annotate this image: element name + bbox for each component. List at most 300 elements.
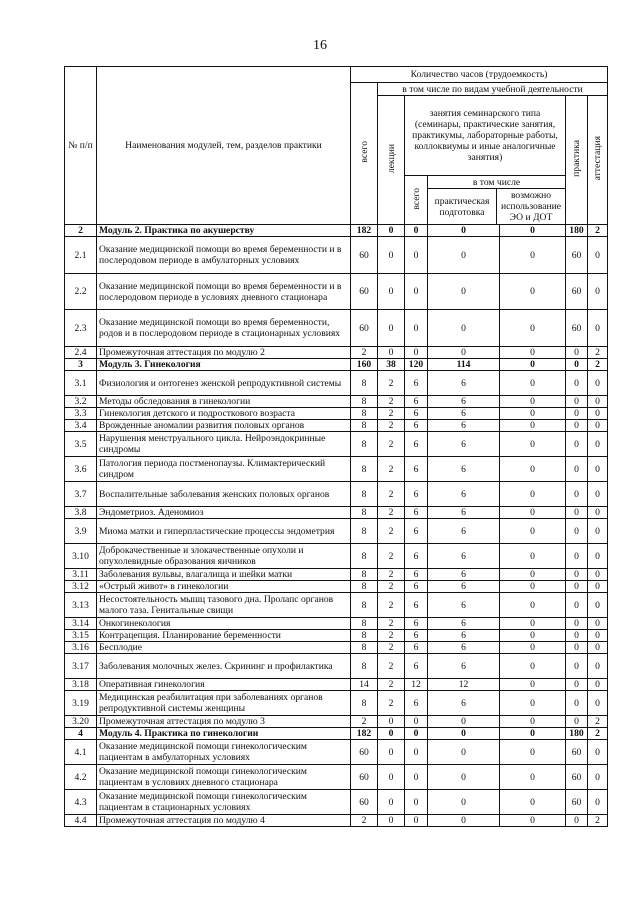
row-num: 3.10: [65, 544, 97, 569]
row-practice: 0: [566, 519, 588, 544]
row-name: Несостоятельность мышц тазового дна. Пролапс органов малого таза. Генитальные свищи: [97, 593, 351, 618]
row-seminar-total: 6: [405, 408, 428, 420]
row-eo-dot: 0: [500, 420, 566, 432]
header-name: Наименования модулей, тем, разделов практики: [97, 67, 351, 225]
row-lectures: 2: [378, 482, 405, 507]
row-total: 8: [351, 507, 378, 519]
row-name: Контрацепция. Планирование беременности: [97, 630, 351, 642]
row-eo-dot: 0: [500, 740, 566, 765]
table-row: [65, 815, 608, 827]
row-practical-prep: 0: [428, 716, 500, 728]
row-total: 8: [351, 593, 378, 618]
row-total: 8: [351, 519, 378, 544]
row-name: Модуль 4. Практика по гинекологии: [97, 728, 351, 740]
header-prac-prep: практическая подготовка: [428, 189, 497, 225]
header-lectures-cell: [378, 96, 405, 225]
row-num: 2.1: [65, 237, 97, 274]
row-total: 182: [351, 728, 378, 740]
row-seminar-total: 0: [405, 274, 428, 310]
row-name: Миома матки и гиперпластические процессы эндометрия: [97, 519, 351, 544]
header-num: № п/п: [65, 67, 97, 225]
row-total: 8: [351, 618, 378, 630]
row-lectures: 0: [378, 716, 405, 728]
row-eo-dot: 0: [500, 225, 566, 237]
row-seminar-total: 6: [405, 371, 428, 396]
header-row-1: [65, 67, 608, 83]
row-practical-prep: 0: [428, 790, 500, 815]
row-practice: 0: [566, 581, 588, 593]
row-practical-prep: 6: [428, 420, 500, 432]
row-practice: 180: [566, 728, 588, 740]
row-attestation: 0: [588, 642, 608, 654]
table-row: [65, 408, 608, 420]
row-attestation: 0: [588, 274, 608, 310]
row-name: Оказание медицинской помощи во время беременности и в послеродовом периоде в условиях дневного стационара: [97, 274, 351, 310]
row-eo-dot: 0: [500, 359, 566, 371]
row-total: 8: [351, 371, 378, 396]
module-row: [65, 728, 608, 740]
row-lectures: 2: [378, 642, 405, 654]
row-name: Патология периода постменопаузы. Климактерический синдром: [97, 457, 351, 482]
row-eo-dot: 0: [500, 396, 566, 408]
row-attestation: 0: [588, 432, 608, 457]
row-practice: 0: [566, 815, 588, 827]
row-lectures: 2: [378, 519, 405, 544]
row-num: 3.18: [65, 679, 97, 691]
row-practice: 0: [566, 654, 588, 679]
row-total: 182: [351, 225, 378, 237]
row-attestation: 0: [588, 593, 608, 618]
row-attestation: 2: [588, 728, 608, 740]
table-row: [65, 274, 608, 310]
row-total: 60: [351, 765, 378, 790]
row-lectures: 2: [378, 396, 405, 408]
table-row: [65, 765, 608, 790]
table-row: [65, 630, 608, 642]
row-seminar-total: 6: [405, 420, 428, 432]
row-name: Воспалительные заболевания женских половых органов: [97, 482, 351, 507]
row-practical-prep: 114: [428, 359, 500, 371]
row-practical-prep: 0: [428, 310, 500, 347]
row-seminar-total: 0: [405, 310, 428, 347]
row-num: 3.9: [65, 519, 97, 544]
row-total: 2: [351, 716, 378, 728]
row-attestation: 0: [588, 408, 608, 420]
row-eo-dot: 0: [500, 432, 566, 457]
row-lectures: 2: [378, 679, 405, 691]
header-seminar: занятия семинарского типа (семинары, практические занятия, практикумы, лабораторные работы, коллоквиумы и иные аналогичные занятия): [405, 96, 566, 176]
table-row: [65, 396, 608, 408]
row-practical-prep: 0: [428, 815, 500, 827]
row-seminar-total: 0: [405, 815, 428, 827]
row-seminar-total: 0: [405, 790, 428, 815]
row-practical-prep: 6: [428, 507, 500, 519]
row-eo-dot: 0: [500, 408, 566, 420]
row-attestation: 0: [588, 310, 608, 347]
row-practice: 0: [566, 359, 588, 371]
row-attestation: 2: [588, 815, 608, 827]
page-number: 16: [313, 38, 327, 53]
row-total: 14: [351, 679, 378, 691]
row-total: 60: [351, 310, 378, 347]
row-eo-dot: 0: [500, 581, 566, 593]
table-row: [65, 716, 608, 728]
row-attestation: 0: [588, 420, 608, 432]
row-lectures: 2: [378, 569, 405, 581]
row-practical-prep: 6: [428, 618, 500, 630]
row-lectures: 0: [378, 237, 405, 274]
header-total: всего: [358, 141, 370, 163]
row-name: Оказание медицинской помощи гинекологическим пациентам в амбулаторных условиях: [97, 740, 351, 765]
row-eo-dot: 0: [500, 790, 566, 815]
row-lectures: 2: [378, 420, 405, 432]
row-seminar-total: 0: [405, 237, 428, 274]
row-practice: 0: [566, 408, 588, 420]
row-practical-prep: 6: [428, 642, 500, 654]
row-practice: 180: [566, 225, 588, 237]
row-practical-prep: 6: [428, 691, 500, 716]
row-seminar-total: 0: [405, 728, 428, 740]
row-num: 3.3: [65, 408, 97, 420]
row-seminar-total: 6: [405, 432, 428, 457]
row-practice: 0: [566, 457, 588, 482]
row-num: 2.2: [65, 274, 97, 310]
row-eo-dot: 0: [500, 630, 566, 642]
header-hours: Количество часов (трудоемкость): [351, 67, 608, 83]
row-lectures: 2: [378, 507, 405, 519]
row-total: 8: [351, 420, 378, 432]
row-seminar-total: 0: [405, 716, 428, 728]
row-eo-dot: 0: [500, 371, 566, 396]
row-attestation: 0: [588, 544, 608, 569]
row-num: 4.4: [65, 815, 97, 827]
row-seminar-total: 6: [405, 396, 428, 408]
table-body: [65, 67, 608, 827]
row-lectures: 2: [378, 408, 405, 420]
row-total: 8: [351, 691, 378, 716]
row-name: Онкогинекология: [97, 618, 351, 630]
table-row: [65, 371, 608, 396]
row-name: Доброкачественные и злокачественные опухоли и опухолевидные образования яичников: [97, 544, 351, 569]
row-num: 3.4: [65, 420, 97, 432]
row-practice: 0: [566, 618, 588, 630]
row-num: 3.15: [65, 630, 97, 642]
row-practical-prep: 0: [428, 225, 500, 237]
row-num: 3.16: [65, 642, 97, 654]
row-eo-dot: 0: [500, 593, 566, 618]
row-attestation: 0: [588, 482, 608, 507]
row-attestation: 2: [588, 347, 608, 359]
row-practice: 0: [566, 432, 588, 457]
row-name: Оказание медицинской помощи во время беременности и в послеродовом периоде в амбулаторных условиях: [97, 237, 351, 274]
row-lectures: 0: [378, 274, 405, 310]
curriculum-table: [64, 66, 608, 827]
row-total: 8: [351, 581, 378, 593]
row-practice: 0: [566, 544, 588, 569]
row-lectures: 0: [378, 740, 405, 765]
row-name: «Острый живот» в гинекологии: [97, 581, 351, 593]
header-lectures: лекции: [385, 143, 397, 174]
row-eo-dot: 0: [500, 310, 566, 347]
row-lectures: 2: [378, 371, 405, 396]
table-row: [65, 569, 608, 581]
row-lectures: 0: [378, 728, 405, 740]
row-practical-prep: 0: [428, 728, 500, 740]
header-attestation: аттестация: [592, 136, 604, 181]
row-seminar-total: 6: [405, 642, 428, 654]
row-num: 4: [65, 728, 97, 740]
row-practice: 0: [566, 347, 588, 359]
row-seminar-total: 6: [405, 519, 428, 544]
row-num: 3.7: [65, 482, 97, 507]
row-seminar-total: 0: [405, 225, 428, 237]
row-name: Оказание медицинской помощи гинекологическим пациентам в условиях дневного стационара: [97, 765, 351, 790]
row-seminar-total: 6: [405, 507, 428, 519]
row-practice: 60: [566, 790, 588, 815]
header-total-cell: [351, 83, 378, 225]
row-practical-prep: 6: [428, 482, 500, 507]
header-seminar-total: всего: [410, 187, 422, 210]
row-attestation: 0: [588, 679, 608, 691]
row-name: Модуль 3. Гинекология: [97, 359, 351, 371]
row-practical-prep: 6: [428, 581, 500, 593]
module-row: [65, 359, 608, 371]
row-total: 60: [351, 237, 378, 274]
row-num: 3.20: [65, 716, 97, 728]
row-practice: 0: [566, 642, 588, 654]
row-name: Заболевания молочных желез. Скрининг и профилактика: [97, 654, 351, 679]
row-total: 60: [351, 740, 378, 765]
row-practice: 60: [566, 765, 588, 790]
row-lectures: 38: [378, 359, 405, 371]
row-num: 2.3: [65, 310, 97, 347]
table-row: [65, 507, 608, 519]
row-practice: 0: [566, 396, 588, 408]
row-practice: 60: [566, 310, 588, 347]
row-lectures: 2: [378, 457, 405, 482]
row-total: 8: [351, 642, 378, 654]
module-row: [65, 225, 608, 237]
row-practice: 0: [566, 679, 588, 691]
row-total: 8: [351, 630, 378, 642]
row-name: Гинекология детского и подросткового возраста: [97, 408, 351, 420]
row-eo-dot: 0: [500, 237, 566, 274]
table-row: [65, 482, 608, 507]
table-row: [65, 679, 608, 691]
row-eo-dot: 0: [500, 507, 566, 519]
row-num: 3.14: [65, 618, 97, 630]
row-name: Эндометриоз. Аденомиоз: [97, 507, 351, 519]
row-eo-dot: 0: [500, 654, 566, 679]
row-name: Бесплодие: [97, 642, 351, 654]
table-row: [65, 457, 608, 482]
row-attestation: 0: [588, 740, 608, 765]
table-row: [65, 593, 608, 618]
row-num: 3.19: [65, 691, 97, 716]
row-lectures: 0: [378, 225, 405, 237]
row-practical-prep: 6: [428, 630, 500, 642]
row-num: 4.1: [65, 740, 97, 765]
row-num: 2: [65, 225, 97, 237]
row-total: 160: [351, 359, 378, 371]
row-practice: 0: [566, 569, 588, 581]
row-total: 8: [351, 457, 378, 482]
row-attestation: 0: [588, 618, 608, 630]
row-attestation: 2: [588, 359, 608, 371]
row-total: 2: [351, 347, 378, 359]
row-eo-dot: 0: [500, 347, 566, 359]
row-eo-dot: 0: [500, 679, 566, 691]
row-total: 8: [351, 432, 378, 457]
table-row: [65, 432, 608, 457]
row-eo-dot: 0: [500, 519, 566, 544]
row-practice: 0: [566, 420, 588, 432]
table-row: [65, 642, 608, 654]
table-row: [65, 420, 608, 432]
row-attestation: 0: [588, 569, 608, 581]
row-eo-dot: 0: [500, 716, 566, 728]
header-eo-dot: возможно использование ЭО и ДОТ: [500, 190, 562, 223]
row-practical-prep: 0: [428, 274, 500, 310]
row-practical-prep: 0: [428, 347, 500, 359]
row-attestation: 0: [588, 691, 608, 716]
row-lectures: 0: [378, 347, 405, 359]
row-practical-prep: 6: [428, 396, 500, 408]
row-name: Оказание медицинской помощи во время беременности, родов и в послеродовом периоде в стационарных условиях: [97, 310, 351, 347]
row-attestation: 0: [588, 790, 608, 815]
table-row: [65, 310, 608, 347]
row-lectures: 0: [378, 310, 405, 347]
row-seminar-total: 6: [405, 544, 428, 569]
row-total: 60: [351, 790, 378, 815]
row-total: 8: [351, 482, 378, 507]
row-practical-prep: 6: [428, 544, 500, 569]
row-name: Промежуточная аттестация по модулю 2: [97, 347, 351, 359]
row-eo-dot: 0: [500, 642, 566, 654]
row-attestation: 0: [588, 581, 608, 593]
row-num: 3.6: [65, 457, 97, 482]
row-attestation: 0: [588, 396, 608, 408]
row-practice: 60: [566, 274, 588, 310]
row-name: Методы обследования в гинекологии: [97, 396, 351, 408]
row-name: Промежуточная аттестация по модулю 4: [97, 815, 351, 827]
row-practical-prep: 6: [428, 457, 500, 482]
row-attestation: 0: [588, 237, 608, 274]
row-total: 60: [351, 274, 378, 310]
table-row: [65, 347, 608, 359]
row-eo-dot: 0: [500, 691, 566, 716]
row-lectures: 2: [378, 581, 405, 593]
row-seminar-total: 6: [405, 457, 428, 482]
row-practical-prep: 0: [428, 740, 500, 765]
row-eo-dot: 0: [500, 815, 566, 827]
row-name: Модуль 2. Практика по акушерству: [97, 225, 351, 237]
row-num: 3: [65, 359, 97, 371]
row-name: Промежуточная аттестация по модулю 3: [97, 716, 351, 728]
row-num: 3.5: [65, 432, 97, 457]
row-seminar-total: 6: [405, 691, 428, 716]
table-row: [65, 618, 608, 630]
row-seminar-total: 120: [405, 359, 428, 371]
row-num: 3.11: [65, 569, 97, 581]
row-name: Заболевания вульвы, влагалища и шейки матки: [97, 569, 351, 581]
row-attestation: 0: [588, 457, 608, 482]
row-num: 3.1: [65, 371, 97, 396]
header-practice: практика: [571, 140, 582, 177]
row-name: Медицинская реабилитация при заболеваниях органов репродуктивной системы женщины: [97, 691, 351, 716]
row-name: Оперативная гинекология: [97, 679, 351, 691]
header-incl-cell: [428, 176, 566, 225]
row-lectures: 2: [378, 593, 405, 618]
row-practice: 0: [566, 482, 588, 507]
row-attestation: 0: [588, 630, 608, 642]
row-seminar-total: 6: [405, 630, 428, 642]
row-practice: 0: [566, 716, 588, 728]
table-row: [65, 790, 608, 815]
row-lectures: 0: [378, 765, 405, 790]
row-num: 3.13: [65, 593, 97, 618]
row-practical-prep: 6: [428, 569, 500, 581]
table-row: [65, 581, 608, 593]
row-practical-prep: 6: [428, 519, 500, 544]
row-seminar-total: 6: [405, 618, 428, 630]
row-practice: 0: [566, 593, 588, 618]
row-eo-dot: 0: [500, 457, 566, 482]
row-eo-dot: 0: [500, 728, 566, 740]
row-practical-prep: 6: [428, 654, 500, 679]
row-seminar-total: 6: [405, 482, 428, 507]
table-row: [65, 691, 608, 716]
row-lectures: 2: [378, 544, 405, 569]
row-practice: 0: [566, 507, 588, 519]
row-practical-prep: 6: [428, 408, 500, 420]
row-num: 3.2: [65, 396, 97, 408]
row-total: 2: [351, 815, 378, 827]
row-total: 8: [351, 544, 378, 569]
row-practice: 0: [566, 691, 588, 716]
row-num: 3.12: [65, 581, 97, 593]
row-practice: 60: [566, 237, 588, 274]
row-eo-dot: 0: [500, 482, 566, 507]
row-lectures: 0: [378, 815, 405, 827]
row-attestation: 0: [588, 765, 608, 790]
row-seminar-total: 0: [405, 765, 428, 790]
row-eo-dot: 0: [500, 569, 566, 581]
row-practice: 60: [566, 740, 588, 765]
table-row: [65, 544, 608, 569]
row-total: 8: [351, 408, 378, 420]
table-row: [65, 237, 608, 274]
table-row: [65, 519, 608, 544]
row-attestation: 0: [588, 507, 608, 519]
row-attestation: 0: [588, 519, 608, 544]
table-row: [65, 654, 608, 679]
row-total: 8: [351, 569, 378, 581]
row-practical-prep: 6: [428, 593, 500, 618]
row-attestation: 0: [588, 654, 608, 679]
row-eo-dot: 0: [500, 618, 566, 630]
row-attestation: 2: [588, 716, 608, 728]
row-lectures: 2: [378, 618, 405, 630]
row-seminar-total: 0: [405, 740, 428, 765]
row-seminar-total: 6: [405, 569, 428, 581]
table-row: [65, 740, 608, 765]
row-total: 8: [351, 654, 378, 679]
row-seminar-total: 0: [405, 347, 428, 359]
row-num: 4.2: [65, 765, 97, 790]
row-name: Физиология и онтогенез женской репродуктивной системы: [97, 371, 351, 396]
row-practical-prep: 0: [428, 765, 500, 790]
